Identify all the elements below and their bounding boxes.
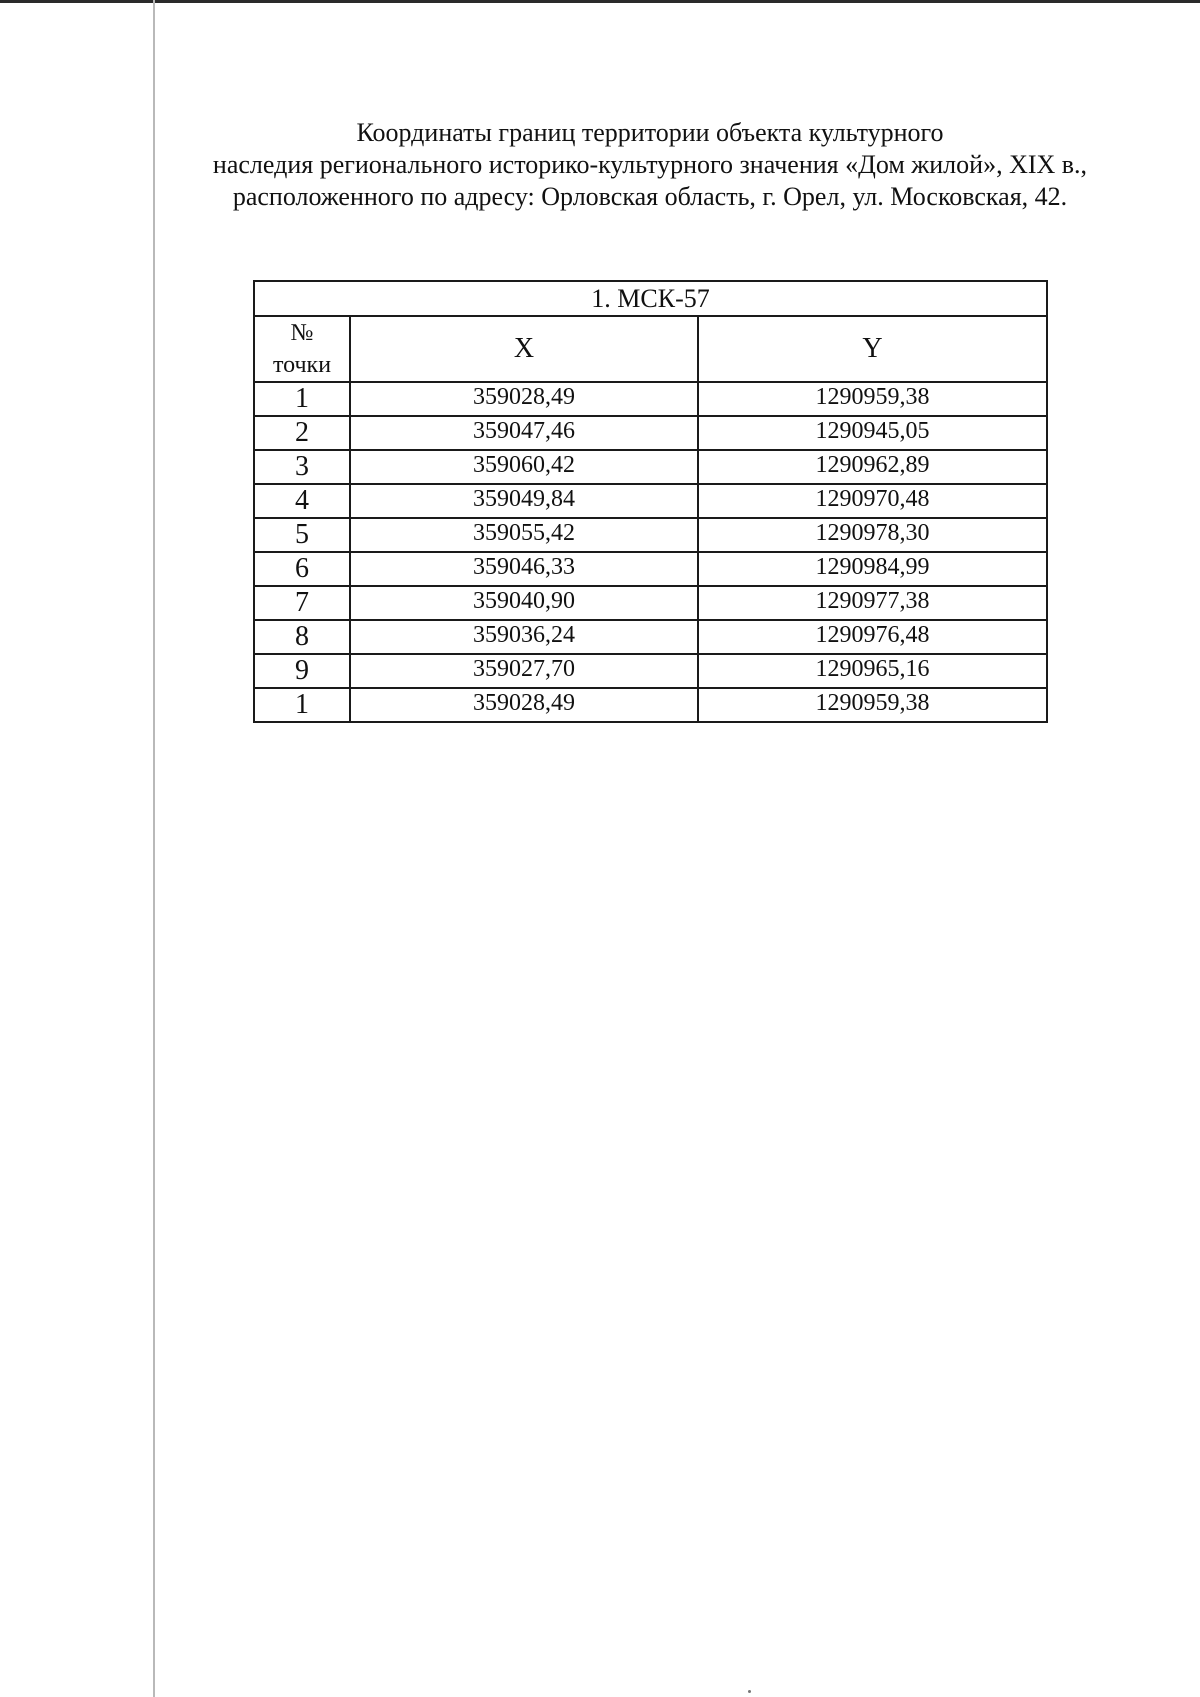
title-line-2: наследия регионального историко-культурного значения «Дом жилой», XIX в., bbox=[212, 150, 1088, 179]
table-row bbox=[254, 586, 1047, 620]
y-header: Y bbox=[698, 316, 1047, 382]
coordinate-system-label: 1. МСК-57 bbox=[254, 281, 1047, 316]
table-header-row bbox=[254, 316, 1047, 382]
point-number-cell: 1 bbox=[254, 382, 350, 416]
table-row bbox=[254, 688, 1047, 722]
x-coordinate-cell: 359047,46 bbox=[350, 416, 698, 450]
y-coordinate-cell: 1290959,38 bbox=[698, 688, 1047, 722]
point-number-cell: 8 bbox=[254, 620, 350, 654]
scan-top-edge bbox=[0, 0, 1200, 3]
table-row bbox=[254, 382, 1047, 416]
x-coordinate-cell: 359046,33 bbox=[350, 552, 698, 586]
point-number-cell: 1 bbox=[254, 688, 350, 722]
point-number-cell: 9 bbox=[254, 654, 350, 688]
y-coordinate-cell: 1290962,89 bbox=[698, 450, 1047, 484]
x-coordinate-cell: 359049,84 bbox=[350, 484, 698, 518]
x-header: X bbox=[350, 316, 698, 382]
title-line-3: расположенного по адресу: Орловская область, г. Орел, ул. Московская, 42. bbox=[232, 182, 1068, 211]
title-line-1: Координаты границ территории объекта культурного bbox=[356, 118, 944, 147]
x-coordinate-cell: 359028,49 bbox=[350, 688, 698, 722]
point-number-header-word: точки bbox=[272, 352, 332, 378]
y-coordinate-cell: 1290959,38 bbox=[698, 382, 1047, 416]
table-row bbox=[254, 654, 1047, 688]
x-coordinate-cell: 359027,70 bbox=[350, 654, 698, 688]
y-coordinate-cell: 1290970,48 bbox=[698, 484, 1047, 518]
y-coordinate-cell: 1290977,38 bbox=[698, 586, 1047, 620]
point-number-cell: 2 bbox=[254, 416, 350, 450]
y-coordinate-cell: 1290945,05 bbox=[698, 416, 1047, 450]
point-number-cell: 5 bbox=[254, 518, 350, 552]
x-coordinate-cell: 359055,42 bbox=[350, 518, 698, 552]
coordinate-system-row bbox=[254, 281, 1047, 316]
scan-margin-line bbox=[153, 0, 155, 1697]
y-coordinate-cell: 1290984,99 bbox=[698, 552, 1047, 586]
scan-speck bbox=[748, 1690, 751, 1693]
point-number-cell: 4 bbox=[254, 484, 350, 518]
document-title bbox=[165, 117, 1135, 213]
point-number-header-symbol: № bbox=[290, 320, 314, 346]
x-coordinate-cell: 359028,49 bbox=[350, 382, 698, 416]
table-row bbox=[254, 620, 1047, 654]
point-number-cell: 7 bbox=[254, 586, 350, 620]
x-coordinate-cell: 359040,90 bbox=[350, 586, 698, 620]
y-coordinate-cell: 1290978,30 bbox=[698, 518, 1047, 552]
table-row bbox=[254, 416, 1047, 450]
coordinates-table bbox=[253, 280, 1048, 723]
point-number-header bbox=[254, 316, 350, 382]
y-coordinate-cell: 1290976,48 bbox=[698, 620, 1047, 654]
x-coordinate-cell: 359036,24 bbox=[350, 620, 698, 654]
table-row bbox=[254, 518, 1047, 552]
point-number-cell: 3 bbox=[254, 450, 350, 484]
y-coordinate-cell: 1290965,16 bbox=[698, 654, 1047, 688]
table-row bbox=[254, 450, 1047, 484]
table-row bbox=[254, 484, 1047, 518]
table-row bbox=[254, 552, 1047, 586]
x-coordinate-cell: 359060,42 bbox=[350, 450, 698, 484]
point-number-cell: 6 bbox=[254, 552, 350, 586]
